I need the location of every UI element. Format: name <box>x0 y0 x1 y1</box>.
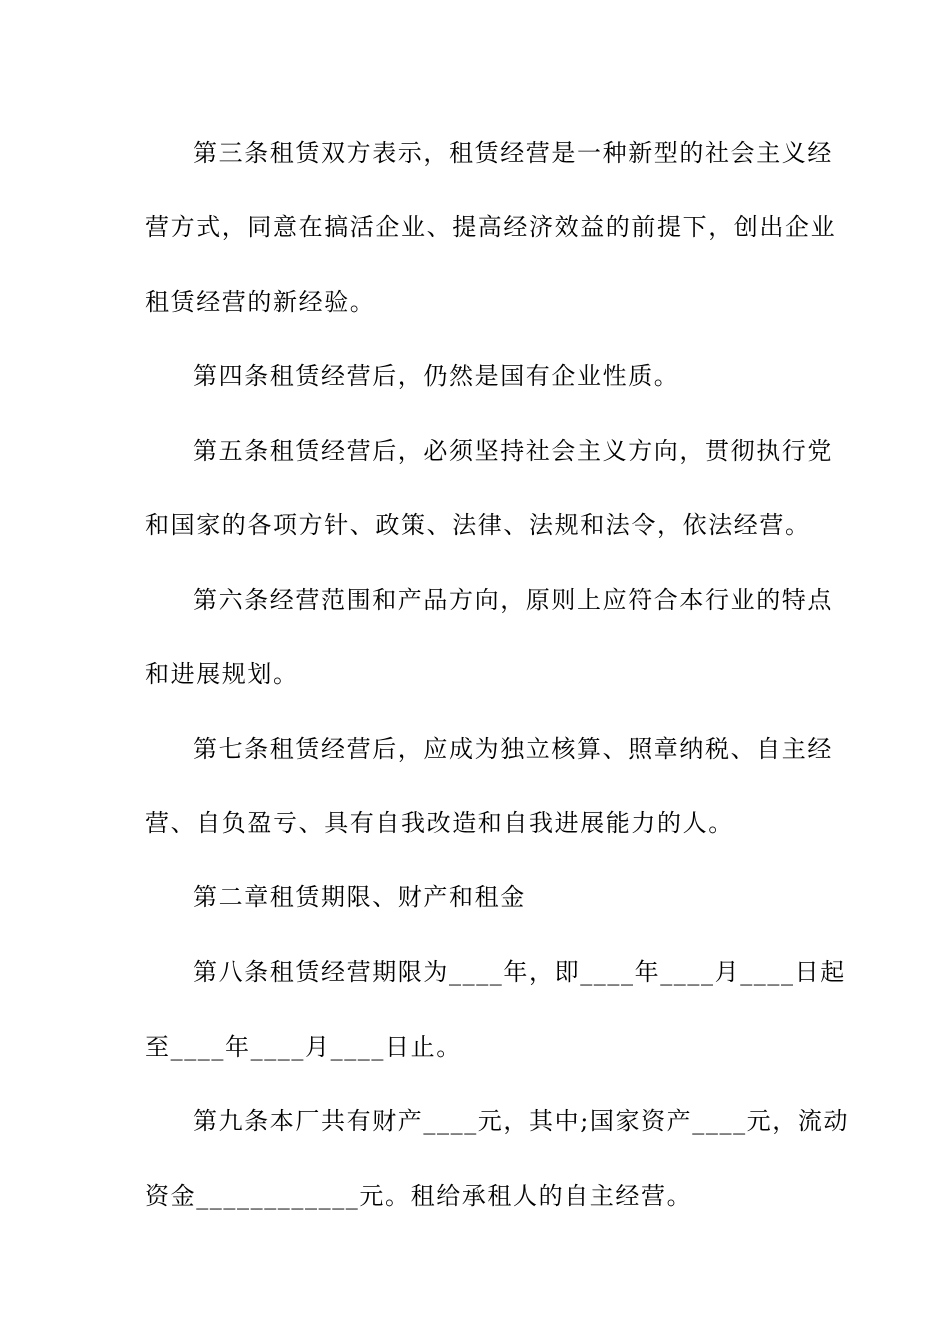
paragraph-article-9-line-2: 资金____________元。租给承租人的自主经营。 <box>145 1182 693 1210</box>
paragraph-article-3-line-3: 租赁经营的新经验。 <box>145 288 376 316</box>
paragraph-article-3-line-1: 第三条租赁双方表示，租赁经营是一种新型的社会主义经 <box>193 139 833 167</box>
paragraph-article-5-line-1: 第五条租赁经营后，必须坚持社会主义方向，贯彻执行党 <box>193 437 833 465</box>
paragraph-article-8-line-2: 至____年____月____日止。 <box>145 1033 462 1061</box>
paragraph-article-5-line-2: 和国家的各项方针、政策、法律、法规和法令，依法经营。 <box>145 511 811 539</box>
paragraph-article-7-line-2: 营、自负盈亏、具有自我改造和自我进展能力的人。 <box>145 809 734 837</box>
paragraph-article-8-line-1: 第八条租赁经营期限为____年，即____年____月____日起 <box>193 958 846 986</box>
paragraph-article-3-line-2: 营方式，同意在搞活企业、提高经济效益的前提下，创出企业 <box>145 213 837 241</box>
paragraph-article-7-line-1: 第七条租赁经营后，应成为独立核算、照章纳税、自主经 <box>193 735 833 763</box>
paragraph-article-6-line-1: 第六条经营范围和产品方向，原则上应符合本行业的特点 <box>193 586 833 614</box>
paragraph-article-4: 第四条租赁经营后，仍然是国有企业性质。 <box>193 362 680 390</box>
paragraph-article-9-line-1: 第九条本厂共有财产____元，其中;国家资产____元，流动 <box>193 1107 850 1135</box>
chapter-2-heading: 第二章租赁期限、财产和租金 <box>193 883 526 911</box>
paragraph-article-6-line-2: 和进展规划。 <box>145 660 299 688</box>
